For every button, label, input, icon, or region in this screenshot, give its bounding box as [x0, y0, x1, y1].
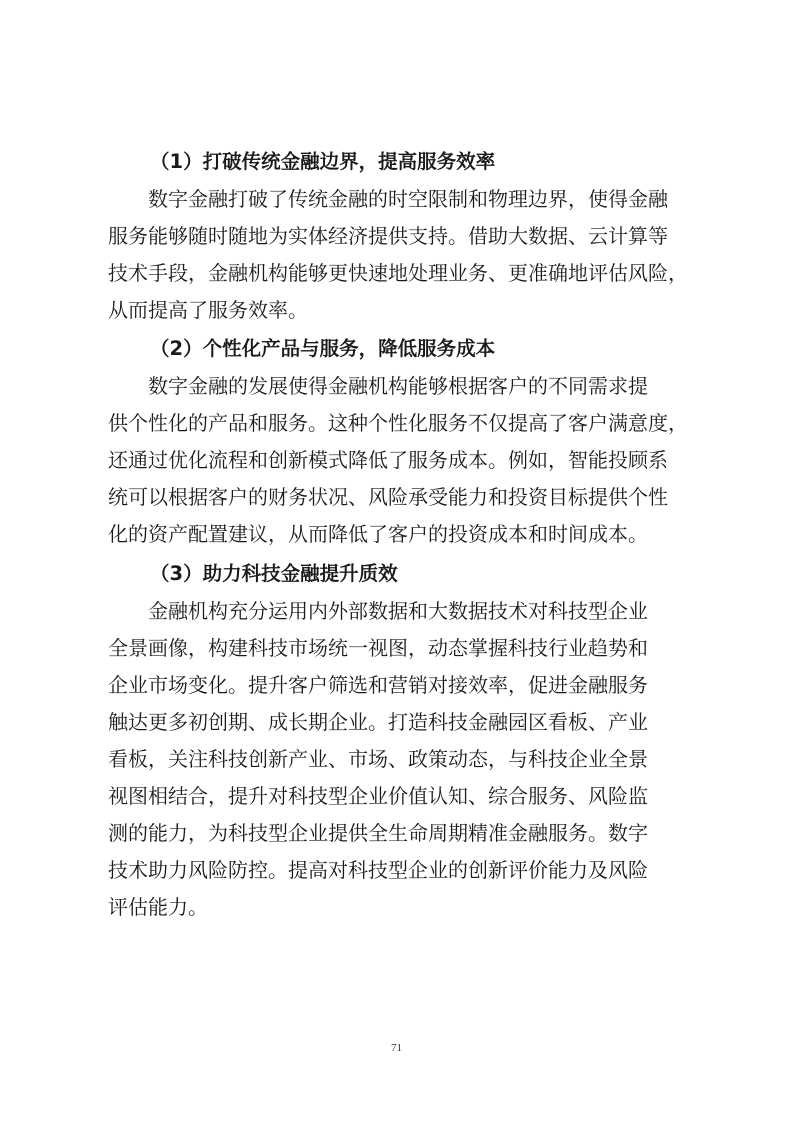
paragraph-line: 视图相结合，提升对科技型企业价值认知、综合服务、风险监 [108, 784, 648, 808]
paragraph-line: 评估能力。 [108, 895, 208, 919]
paragraph-line: 供个性化的产品和服务。这种个性化服务不仅提高了客户满意度， [108, 411, 688, 435]
section-heading-1: （1）打破传统金融边界，提高服务效率 [150, 150, 496, 173]
paragraph-line: 从而提高了服务效率。 [108, 298, 308, 322]
paragraph-line: 统可以根据客户的财务状况、风险承受能力和投资目标提供个性 [108, 485, 668, 509]
page-number: 71 [391, 1042, 402, 1054]
section-heading-2: （2）个性化产品与服务，降低服务成本 [150, 337, 496, 360]
paragraph-line: 全景画像，构建科技市场统一视图，动态掌握科技行业趋势和 [108, 636, 648, 660]
section-heading-3: （3）助力科技金融提升质效 [150, 562, 398, 585]
paragraph-line: 数字金融打破了传统金融的时空限制和物理边界，使得金融 [108, 187, 668, 211]
paragraph-line: 金融机构充分运用内外部数据和大数据技术对科技型企业 [108, 599, 648, 623]
paragraph-line: 数字金融的发展使得金融机构能够根据客户的不同需求提 [108, 374, 648, 398]
paragraph-line: 还通过优化流程和创新模式降低了服务成本。例如，智能投顾系 [108, 448, 668, 472]
paragraph-line: 化的资产配置建议，从而降低了客户的投资成本和时间成本。 [108, 522, 648, 546]
paragraph-line: 技术助力风险防控。提高对科技型企业的创新评价能力及风险 [108, 858, 648, 882]
paragraph-line: 测的能力，为科技型企业提供全生命周期精准金融服务。数字 [108, 821, 648, 845]
paragraph-line: 看板，关注科技创新产业、市场、政策动态，与科技企业全景 [108, 747, 648, 771]
paragraph-line: 触达更多初创期、成长期企业。打造科技金融园区看板、产业 [108, 710, 648, 734]
paragraph-line: 服务能够随时随地为实体经济提供支持。借助大数据、云计算等 [108, 224, 668, 248]
paragraph-line: 企业市场变化。提升客户筛选和营销对接效率，促进金融服务 [108, 673, 648, 697]
paragraph-line: 技术手段，金融机构能够更快速地处理业务、更准确地评估风险， [108, 261, 688, 285]
